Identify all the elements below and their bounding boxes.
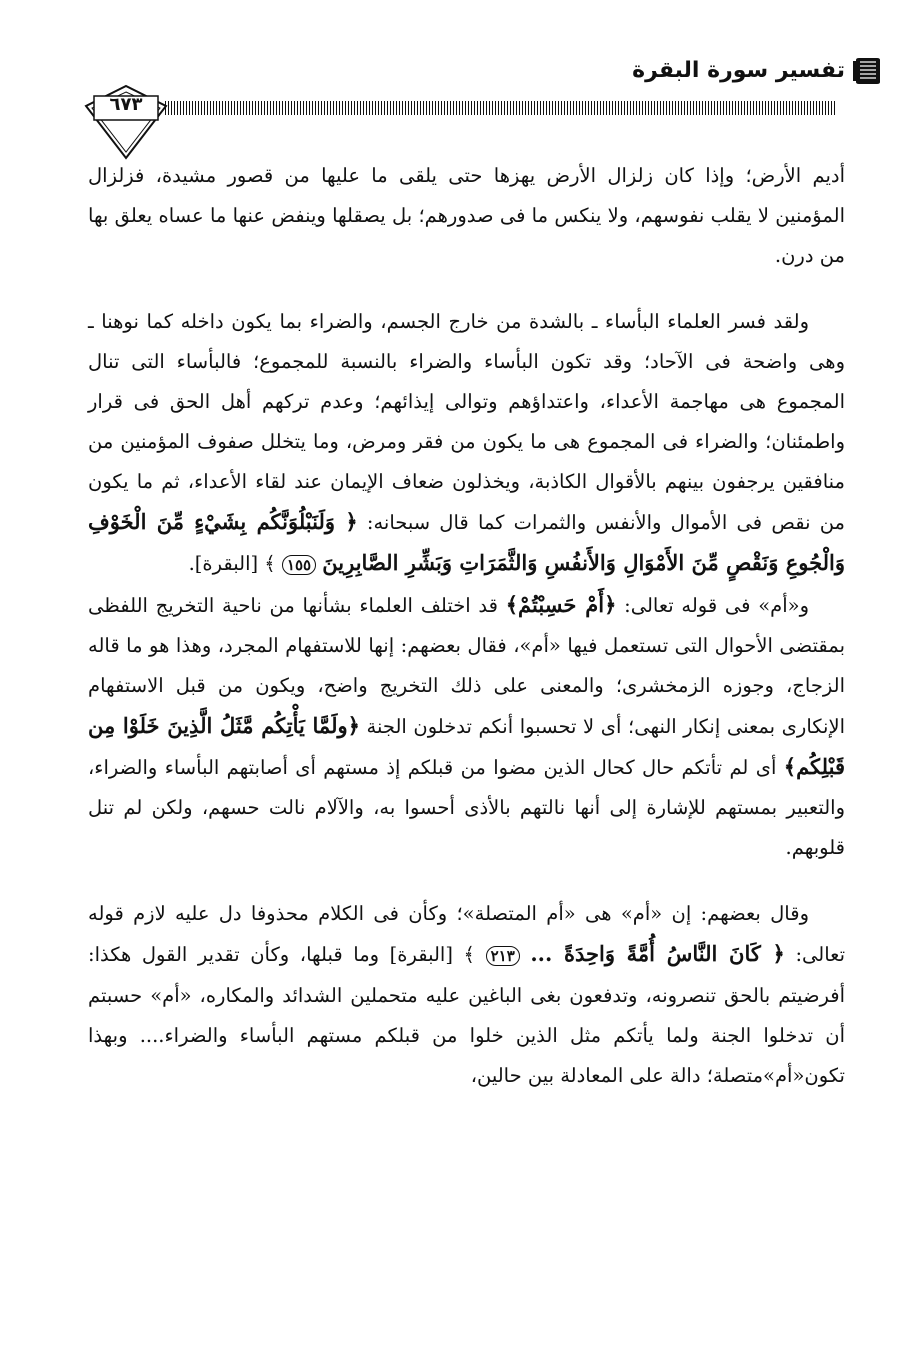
page-number: ٦٧٣ <box>109 94 143 115</box>
ayah-number-marker: ١٥٥ <box>282 555 316 575</box>
paragraph-1 <box>88 156 845 276</box>
quran-verse: ﴿ولَمَّا يَأْتِكُم مَّثَلُ الَّذِينَ خَلَوْا مِن قَبْلِكُم﴾ <box>88 713 845 779</box>
paragraph-text: أديم الأرض؛ وإذا كان زلزال الأرض يهزها حتى يلقى ما عليها من قصور مشيدة، فزلزال المؤمنين لا يقلب نفوسهم، ولا ينكس ما فى صدورهم؛ بل يصقلها وينفض عنها ما عساه يعلق بها من درن. <box>88 164 845 267</box>
surah-reference: ﴾ [البقرة]. <box>188 552 282 575</box>
paragraph-text: و«أم» فى قوله تعالى: <box>616 594 809 617</box>
quran-verse: ﴿ كَانَ النَّاسُ أُمَّةً وَاحِدَةً ... <box>530 941 785 966</box>
quran-verse: ﴿ وَلَنَبْلُوَنَّكُم بِشَيْءٍ مِّنَ الْخَوْفِ وَالْجُوعِ وَنَقْصٍ مِّنَ الأَمْوَالِ وَالأَنفُسِ وَالثَّمَرَاتِ وَبَشِّرِ الصَّابِرِينَ <box>88 509 845 575</box>
paragraph-text: أى لم تأتكم حال كحال الذين مضوا من قبلكم إذ مستهم أى أصابتهم البأساء والضراء، والتعبير بمستهم للإشارة إلى أنها نالتهم بالأذى أحسوا به، والآلام نالت حسهم، ولكن لم تنل قلوبهم. <box>88 756 845 859</box>
paragraph-3 <box>88 585 845 868</box>
paragraph-4 <box>88 894 845 1096</box>
paragraph-text: وقال بعضهم: إن «أم» هى «أم المتصلة»؛ وكأن فى الكلام محذوفا دل عليه لازم قوله تعالى: <box>88 902 845 966</box>
paragraph-text: قد اختلف العلماء بشأنها من ناحية التخريج اللفظى بمقتضى الأحوال التى تستعمل فيها «أم»، فقال بعضهم: إنها للاستفهام المجرد، وهذا هو ما قاله الزجاج، وجوزه الزمخشرى؛ والمعنى على ذلك التخريج واضح، ويكون من قبل الاستفهام الإنكارى بمعنى إنكار النهى؛ أى لا تحسبوا أنكم تدخلون الجنة <box>88 594 846 738</box>
book-ornament-icon <box>853 58 883 84</box>
paragraph-2 <box>88 302 845 585</box>
quran-verse: ﴿أَمْ حَسِبْتُمْ﴾ <box>505 592 617 617</box>
paragraph-text: ﴾ [البقرة] وما قبلها، وكأن تقدير القول هكذا: أفرضيتم بالحق تنصرونه، وتدفعون بغى الباغين عليه متحملين الشدائد والمكاره، «أم» حسبتم أن تدخلوا الجنة ولما يأتكم مثل الذين خلوا من قبلكم مستهم البأساء والضراء.... وبهذا تكون«أم»متصلة؛ دالة على المعادلة بين حالين، <box>88 943 845 1087</box>
ayah-number-marker: ٢١٣ <box>486 946 520 966</box>
header-rule <box>165 101 835 115</box>
paragraph-text: ولقد فسر العلماء البأساء ـ بالشدة من خارج الجسم، والضراء بما يكون داخله كما نوهنا ـ وهى واضحة فى الآحاد؛ وقد تكون البأساء والضراء بالنسبة للمجموع؛ فالبأساء التى تنال المجموع هى مهاجمة الأعداء، واعتداؤهم وتوالى إيذائهم؛ وعدم تركهم أهل الحق فى قرار واطمئنان؛ والضراء فى المجموع هى ما يكون من فقر ومرض، وما يتخلل صفوف المؤمنين من منافقين يرجفون بينهم بالأقوال الكاذبة، ويخذلون ضعاف الإيمان عند لقاء الأعداء، ثم ما يكون من نقص فى الأموال والأنفس والثمرات كما قال سبحانه: <box>88 310 846 534</box>
running-header-title: تفسير سورة البقرة <box>632 58 845 83</box>
body-text <box>88 156 845 1096</box>
